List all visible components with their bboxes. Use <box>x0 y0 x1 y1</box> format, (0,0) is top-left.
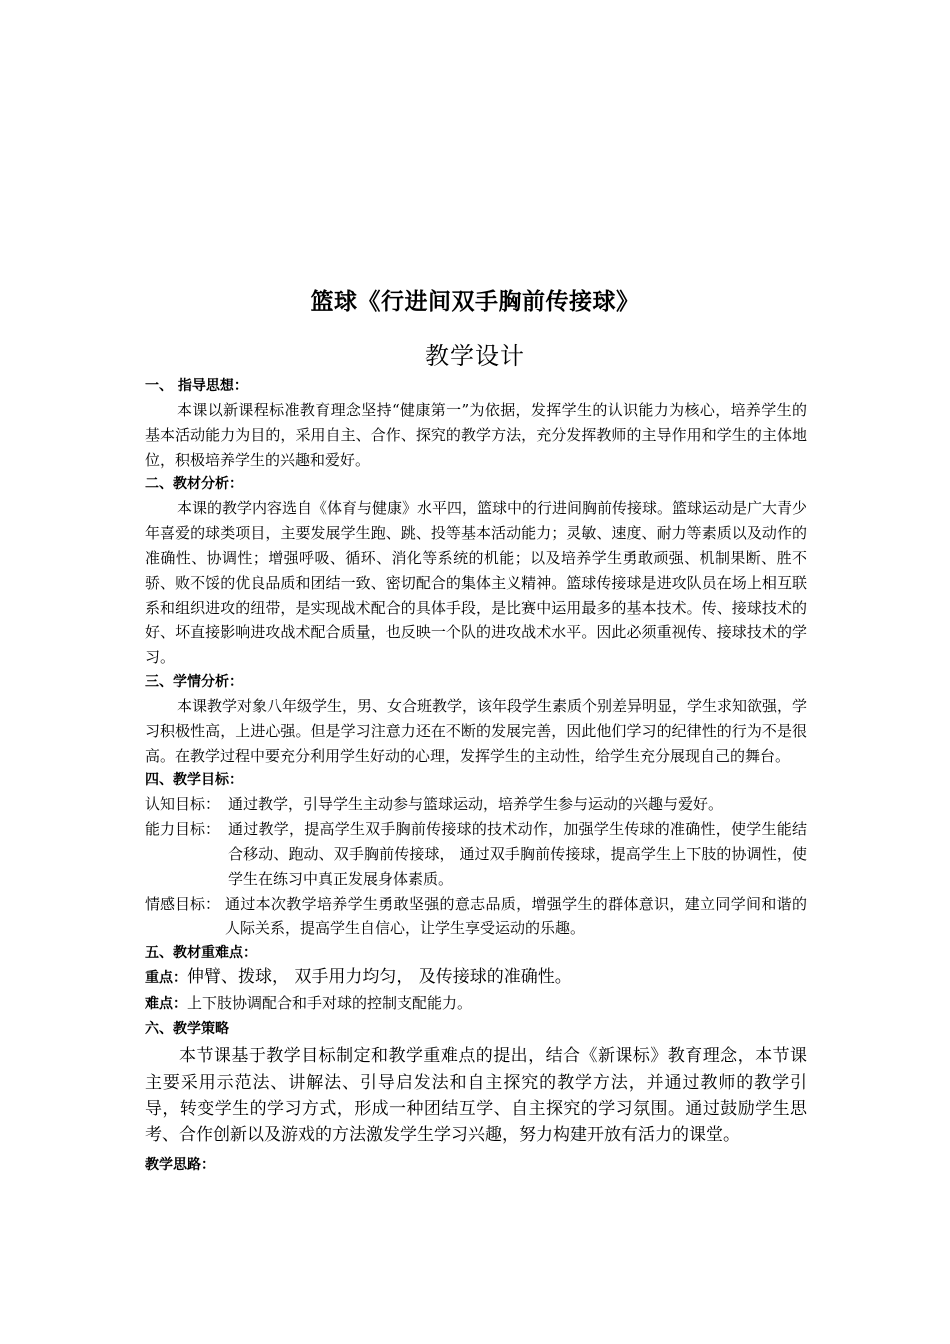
section-text-strategy: 本节课基于教学目标制定和教学重难点的提出，结合《新课标》教育理念，本节课主要采用示范法、讲解法、引导启发法和自主探究的教学方法，并通过教师的教学引导，转变学生的学习方式，形成一种团结互学、自主探究的学习氛围。通过鼓励学生思考、合作创新以及游戏的方法激发学生学习兴趣，努力构建开放有活力的课堂。 <box>145 1046 807 1146</box>
section-text-material: 本课的教学内容选自《体育与健康》水平四，篮球中的行进间胸前传接球。篮球运动是广大青少年喜爱的球类项目，主要发展学生跑、跳、投等基本活动能力；灵敏、速度、耐力等素质以及动作的准确性、协调性；增强呼吸、循环、消化等系统的机能；以及培养学生勇敢顽强、机制果断、胜不骄、败不馁的优良品质和团结一致、密切配合的集体主义精神。篮球传接球是进攻队员在场上相互联系和组织进攻的纽带，是实现战术配合的具体手段，是比赛中运用最多的基本技术。传、接球技术的好、坏直接影响进攻战术配合质量，也反映一个队的进攻战术水平。因此必须重视传、接球技术的学习。 <box>145 499 808 667</box>
section-heading-material: 二、教材分析： <box>145 476 243 493</box>
difficult-point-text: 上下肢协调配合和手对球的控制支配能力。 <box>187 994 473 1013</box>
key-point-text: 伸臂、拨球， 双手用力均匀， 及传接球的准确性。 <box>187 967 572 988</box>
section-heading-guiding: 一、 指导思想： <box>145 378 248 394</box>
section-heading-strategy: 六、教学策略 <box>145 1021 229 1038</box>
objective-ability <box>145 817 807 891</box>
section-text-students: 本课教学对象八年级学生，男、女合班教学，该年段学生素质个别差异明显，学生求知欲强，学习积极性高，上进心强。但是学习注意力还在不断的发展完善，因此他们学习的纪律性的行为不是很高。在教学过程中要充分利用学生好动的心理，发挥学生的主动性，给学生充分展现自己的舞台。 <box>145 696 808 765</box>
objective-label: 能力目标： <box>145 820 221 839</box>
objective-text: 通过教学，引导学生主动参与篮球运动，培养学生参与运动的兴趣与爱好。 <box>228 795 724 814</box>
document-subtitle: 教学设计 <box>425 342 525 370</box>
document-body <box>145 374 807 1177</box>
key-point <box>145 965 807 991</box>
section-heading-students: 三、学情分析： <box>145 673 243 690</box>
section-heading-keypoints: 五、教材重难点： <box>145 945 257 962</box>
objective-label: 认知目标： <box>145 795 221 814</box>
objective-label: 情感目标： <box>145 894 221 913</box>
objective-text: 通过本次教学培养学生勇敢坚强的意志品质，增强学生的群体意识，建立同学间和谐的人际关系，提高学生自信心，让学生享受运动的乐趣。 <box>225 894 807 938</box>
difficult-point-label: 难点： <box>145 996 187 1013</box>
objective-affective <box>145 892 807 942</box>
section-heading-objectives: 四、教学目标： <box>145 772 243 789</box>
section-heading-approach: 教学思路： <box>145 1156 215 1173</box>
document-title: 篮球《行进间双手胸前传接球》 <box>310 289 640 315</box>
difficult-point <box>145 991 807 1017</box>
objective-text: 通过教学，提高学生双手胸前传接球的技术动作，加强学生传球的准确性，使学生能结合移动、跑动、双手胸前传接球， 通过双手胸前传接球，提高学生上下肢的协调性，使学生在练习中真正发展身体素质。 <box>228 820 807 888</box>
objective-cognitive <box>145 792 807 817</box>
key-point-label: 重点： <box>145 970 187 987</box>
section-text-guiding: 本课以新课程标准教育理念坚持“健康第一”为依据，发挥学生的认识能力为核心，培养学生的基本活动能力为目的，采用自主、合作、探究的教学方法，充分发挥教师的主导作用和学生的主体地位，积极培养学生的兴趣和爱好。 <box>145 401 807 469</box>
